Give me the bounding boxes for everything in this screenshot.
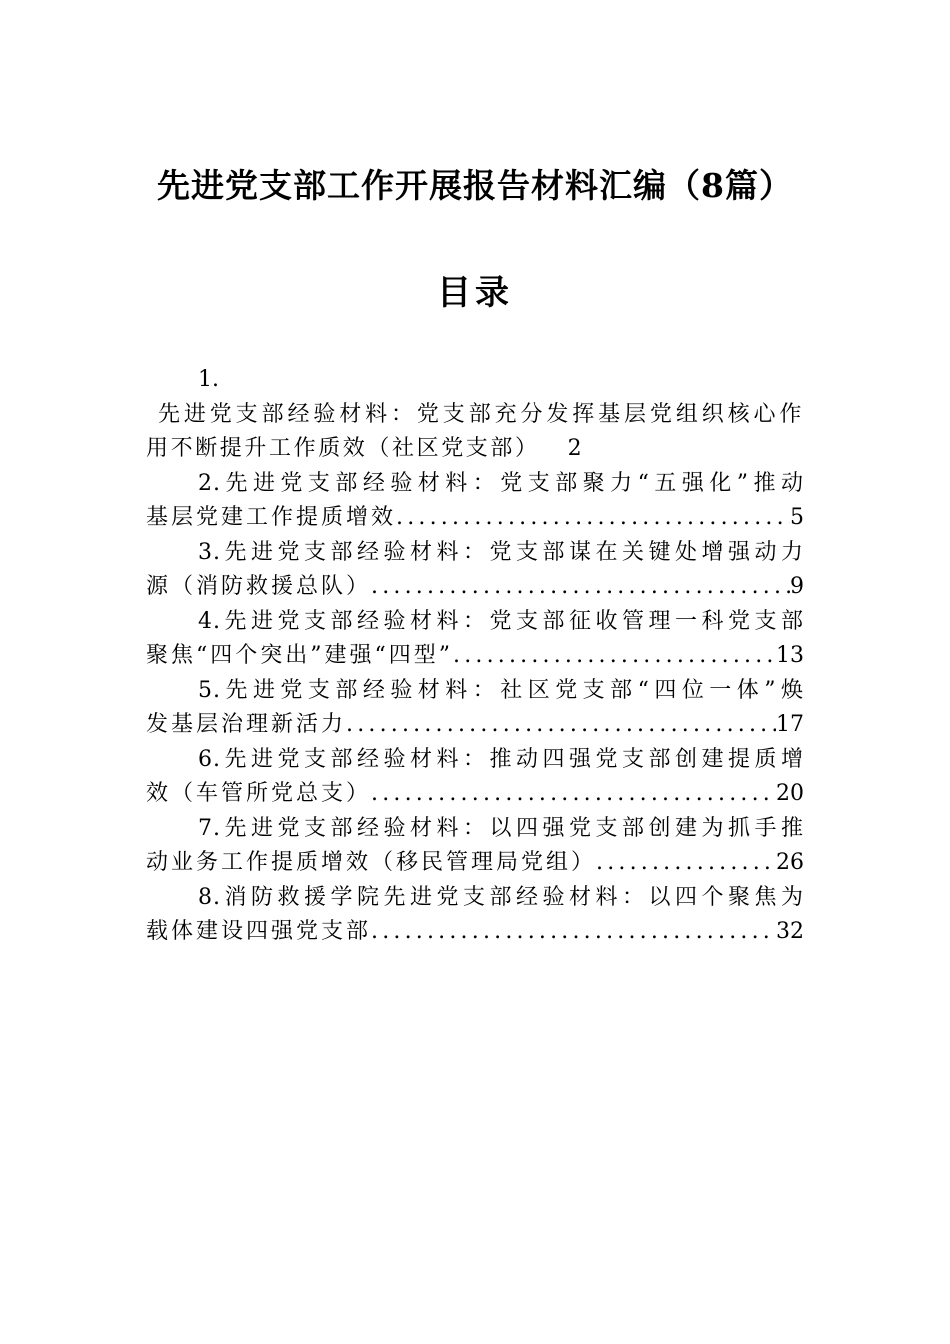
toc-heading: 目录: [437, 273, 513, 313]
toc-entry-8-line2: [146, 915, 804, 950]
toc-entry-2-line2: [146, 501, 804, 536]
toc-entry-1-number: 1.: [198, 367, 219, 392]
toc-entry-2-page: 5: [790, 505, 804, 530]
toc-entry-3-page: 9: [790, 574, 804, 599]
toc-entry-1-text: 用不断提升工作质效（社区党支部）: [146, 436, 540, 461]
toc-entry-6-leader: [371, 777, 776, 812]
toc-entry-3-line1: 3.先进党支部经验材料：党支部谋在关键处增强动力: [198, 539, 804, 565]
toc-entry-8-leader: [371, 915, 776, 950]
toc-entry-7-line2: [146, 846, 804, 881]
document-title: 先进党支部工作开展报告材料汇编（8篇）: [157, 166, 793, 205]
toc-entry-3-text: 源（消防救援总队）: [146, 574, 372, 599]
toc-entry-3-line2: [146, 570, 804, 605]
toc-entry-7-page: 26: [776, 850, 804, 875]
toc-entry-4-leader: [453, 639, 776, 674]
toc-entry-1-line2: [146, 432, 804, 467]
toc-entry-2-leader: [396, 501, 790, 536]
toc-entry-1-line1: 先进党支部经验材料：党支部充分发挥基层党组织核心作: [158, 401, 804, 427]
toc-entry-5-line1: 5.先进党支部经验材料：社区党支部“四位一体”焕: [198, 677, 804, 703]
toc-entry-4-page: 13: [776, 643, 804, 668]
toc-entry-7-leader: [596, 846, 776, 881]
toc-entry-8-text: 载体建设四强党支部: [146, 919, 372, 944]
toc-entry-5-text: 发基层治理新活力: [146, 712, 347, 737]
toc-entry-6-line2: [146, 777, 804, 812]
toc-entry-2-text: 基层党建工作提质增效: [146, 505, 397, 530]
toc-entry-7-text: 动业务工作提质增效（移民管理局党组）: [146, 850, 597, 875]
toc-entry-6-page: 20: [776, 781, 804, 806]
toc-entry-4-text: 聚焦“四个突出”建强“四型”: [146, 643, 453, 668]
toc-entry-5-leader: [346, 708, 776, 743]
toc-entry-8-page: 32: [776, 919, 804, 944]
toc-entry-1-page: 2: [567, 436, 582, 461]
toc-entry-8-line1: 8.消防救援学院先进党支部经验材料：以四个聚焦为: [198, 884, 804, 910]
toc-entry-2-line1: 2.先进党支部经验材料：党支部聚力“五强化”推动: [198, 470, 804, 496]
table-of-contents: [146, 363, 804, 950]
toc-entry-6-line1: 6.先进党支部经验材料：推动四强党支部创建提质增: [198, 746, 804, 772]
toc-entry-4-line1: 4.先进党支部经验材料：党支部征收管理一科党支部: [198, 608, 804, 634]
toc-entry-7-line1: 7.先进党支部经验材料：以四强党支部创建为抓手推: [198, 815, 804, 841]
toc-entry-3-leader: [371, 570, 790, 605]
toc-entry-6-text: 效（车管所党总支）: [146, 781, 372, 806]
toc-entry-5-line2: [146, 708, 804, 743]
toc-entry-5-page: 17: [776, 712, 804, 737]
toc-entry-4-line2: [146, 639, 804, 674]
